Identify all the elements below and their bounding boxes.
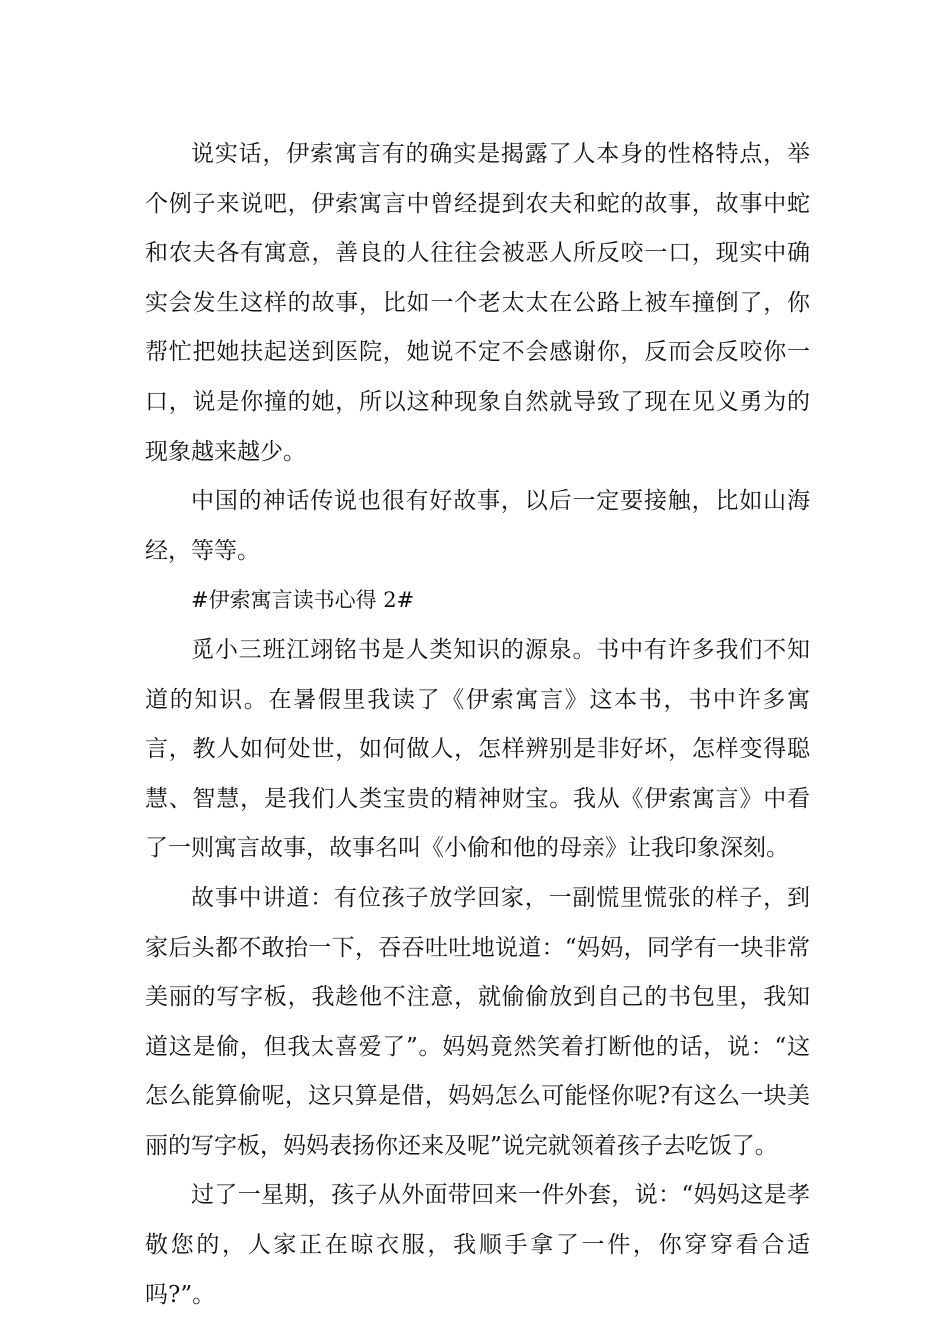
document-body xyxy=(145,130,810,1320)
section-heading: #伊索寓言读书心得 2# xyxy=(191,588,415,613)
paragraph-4: 故事中讲道：有位孩子放学回家，一副慌里慌张的样子，到家后头都不敢抬一下，吞吞吐吐地说道：“妈妈，同学有一块非常美丽的写字板，我趁他不注意，就偷偷放到自己的书包里，我知道这是偷，但我太喜爱了”。妈妈竟然笑着打断他的话，说：“这怎么能算偷呢，这只算是借，妈妈怎么可能怪你呢?有这么一块美丽的写字板，妈妈表扬你还来及呢”说完就领着孩子去吃饭了。 xyxy=(145,884,810,1159)
paragraph-1: 说实话，伊索寓言有的确实是揭露了人本身的性格特点，举个例子来说吧，伊索寓言中曾经提到农夫和蛇的故事，故事中蛇和农夫各有寓意，善良的人往往会被恶人所反咬一口，现实中确实会发生这样的故事，比如一个老太太在公路上被车撞倒了，你帮忙把她扶起送到医院，她说不定不会感谢你，反而会反咬你一口，说是你撞的她，所以这种现象自然就导致了现在见义勇为的现象越来越少。 xyxy=(145,141,810,465)
paragraph-5: 过了一星期，孩子从外面带回来一件外套，说：“妈妈这是孝敬您的，人家正在晾衣服，我顺手拿了一件，你穿穿看合适吗?”。 xyxy=(145,1182,810,1308)
paragraph-2: 中国的神话传说也很有好故事，以后一定要接触，比如山海经，等等。 xyxy=(145,488,810,564)
paragraph-3: 觅小三班江翊铭书是人类知识的源泉。书中有许多我们不知道的知识。在暑假里我读了《伊索寓言》这本书，书中许多寓言，教人如何处世，如何做人，怎样辨别是非好坏，怎样变得聪慧、智慧，是我们人类宝贵的精神财宝。我从《伊索寓言》中看了一则寓言故事，故事名叫《小偷和他的母亲》让我印象深刻。 xyxy=(145,636,810,862)
